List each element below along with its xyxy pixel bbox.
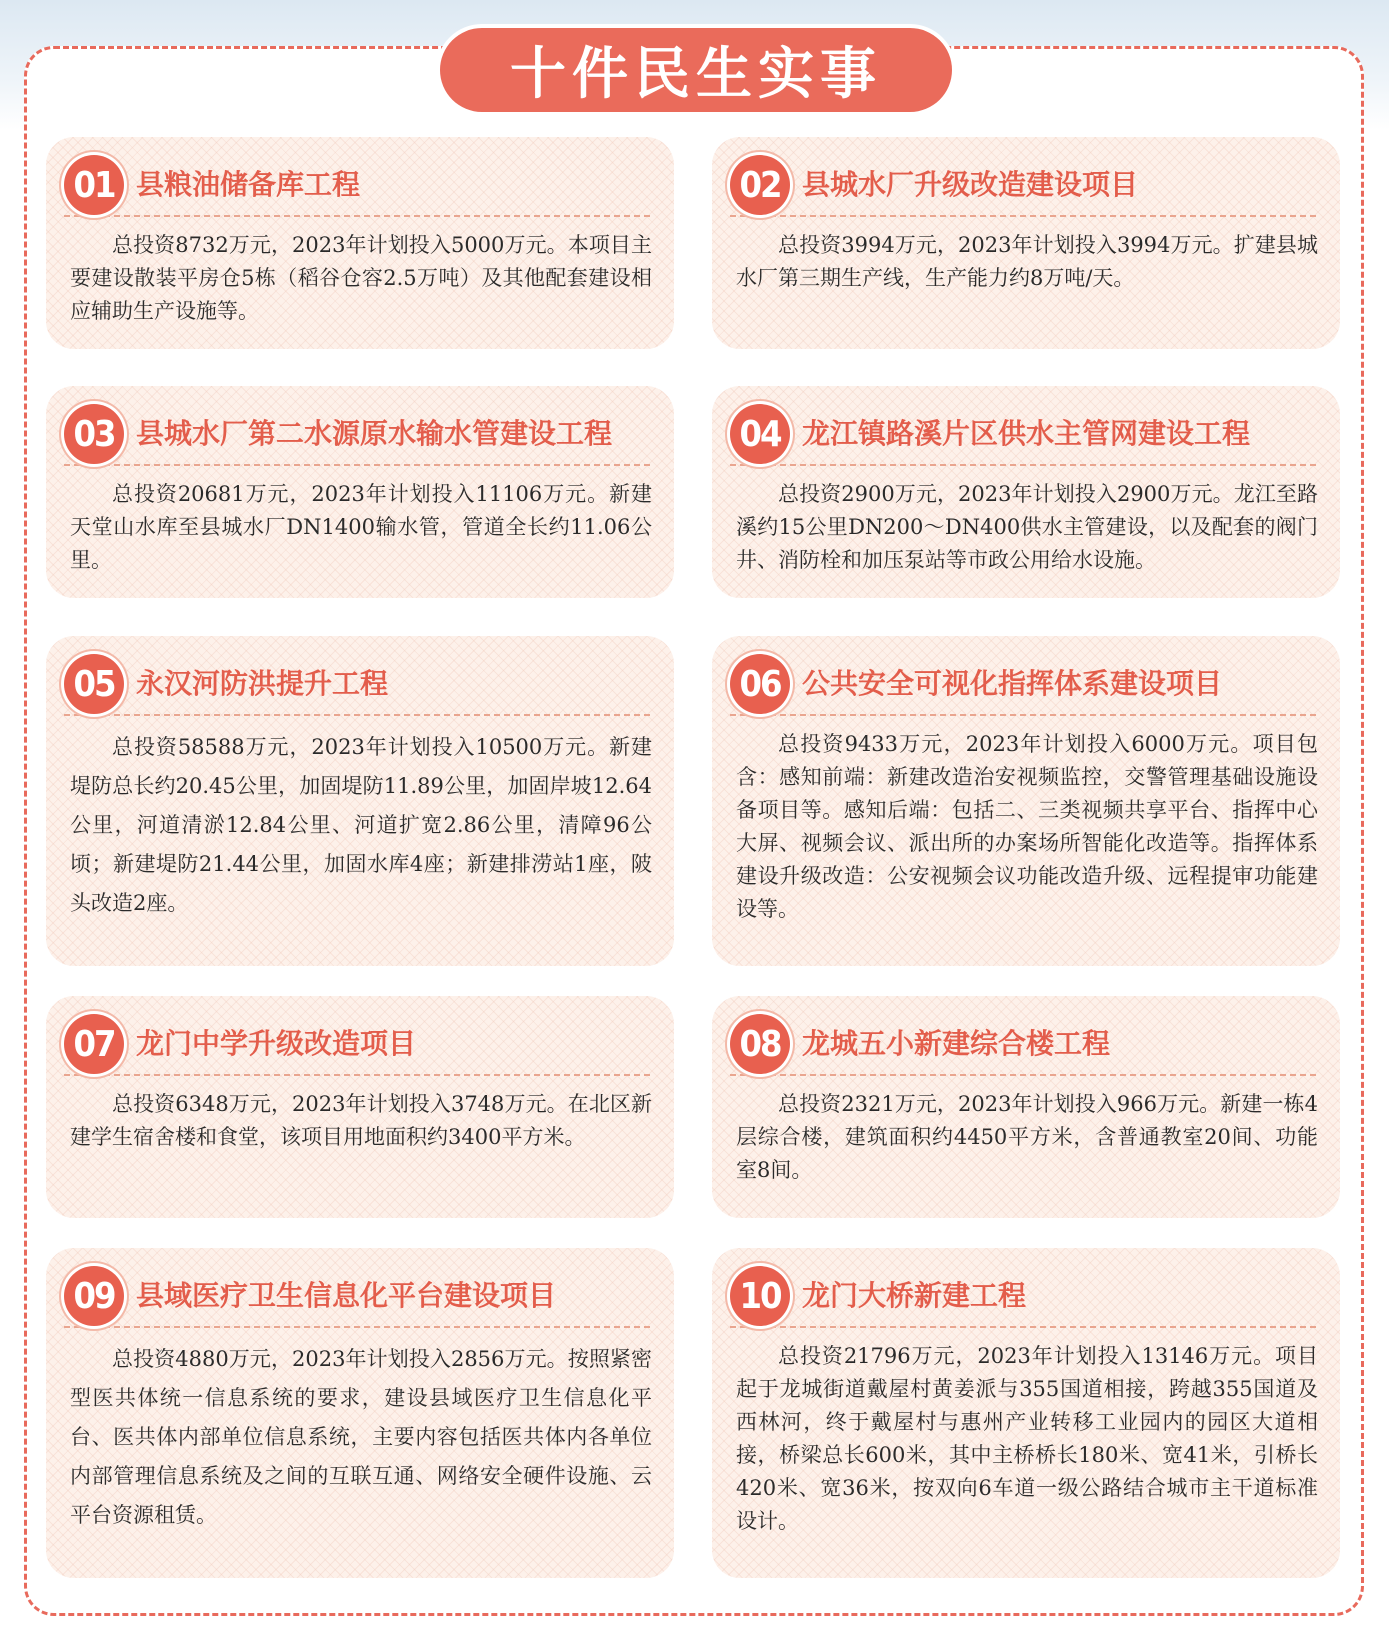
number-badge: 04 bbox=[730, 404, 790, 464]
card-title: 县城水厂第二水源原水输水管建设工程 bbox=[136, 417, 613, 450]
project-card-04 bbox=[712, 386, 1340, 598]
number-badge: 05 bbox=[64, 654, 124, 714]
number-badge: 02 bbox=[730, 155, 790, 215]
card-header bbox=[730, 400, 1316, 466]
project-card-07 bbox=[46, 996, 674, 1218]
card-body: 总投资2321万元，2023年计划投入966万元。新建一栋4层综合楼，建筑面积约4450平方米，含普通教室20间、功能室8间。 bbox=[736, 1092, 1318, 1182]
number-badge: 07 bbox=[64, 1014, 124, 1074]
card-title: 永汉河防洪提升工程 bbox=[136, 667, 389, 700]
card-header bbox=[64, 400, 650, 466]
card-body: 总投资2900万元，2023年计划投入2900万元。龙江至路溪约15公里DN200～DN400供水主管建设，以及配套的阀门井、消防栓和加压泵站等市政公用给水设施。 bbox=[736, 482, 1318, 572]
card-body: 总投资3994万元，2023年计划投入3994万元。扩建县城水厂第三期生产线，生产能力约8万吨/天。 bbox=[736, 233, 1318, 290]
number-badge: 08 bbox=[730, 1014, 790, 1074]
card-header bbox=[64, 650, 650, 716]
card-title: 县粮油储备库工程 bbox=[136, 168, 361, 201]
project-card-05 bbox=[46, 636, 674, 966]
number-badge: 06 bbox=[730, 654, 790, 714]
card-title: 龙江镇路溪片区供水主管网建设工程 bbox=[802, 417, 1251, 450]
project-card-10 bbox=[712, 1248, 1340, 1578]
number-badge: 01 bbox=[64, 155, 124, 215]
card-header bbox=[64, 151, 650, 217]
number-badge: 09 bbox=[64, 1266, 124, 1326]
card-body: 总投资8732万元，2023年计划投入5000万元。本项目主要建设散装平房仓5栋（稻谷仓容2.5万吨）及其他配套建设相应辅助生产设施等。 bbox=[70, 233, 652, 323]
card-title: 龙门大桥新建工程 bbox=[802, 1279, 1027, 1312]
card-body: 总投资20681万元，2023年计划投入11106万元。新建天堂山水库至县城水厂DN1400输水管，管道全长约11.06公里。 bbox=[70, 482, 652, 572]
card-header bbox=[730, 1010, 1316, 1076]
page-title: 十件民生实事 bbox=[510, 42, 882, 107]
number-badge: 10 bbox=[730, 1266, 790, 1326]
page-title-banner bbox=[440, 28, 952, 112]
project-card-06 bbox=[712, 636, 1340, 966]
card-header bbox=[730, 650, 1316, 716]
card-body: 总投资4880万元，2023年计划投入2856万元。按照紧密型医共体统一信息系统的要求，建设县域医疗卫生信息化平台、医共体内部单位信息系统，主要内容包括医共体内各单位内部管理信息系统及之间的互联互通、网络安全硬件设施、云平台资源租赁。 bbox=[70, 1347, 652, 1527]
project-card-01 bbox=[46, 137, 674, 349]
card-body: 总投资6348万元，2023年计划投入3748万元。在北区新建学生宿舍楼和食堂，该项目用地面积约3400平方米。 bbox=[70, 1092, 652, 1149]
card-body: 总投资58588万元，2023年计划投入10500万元。新建堤防总长约20.45公里，加固堤防11.89公里，加固岸坡12.64公里，河道清淤12.84公里、河道扩宽2.86公里，清障96公顷；新建堤防21.44公里，加固水库4座；新建排涝站1座，陂头改造2座。 bbox=[70, 735, 652, 915]
card-header bbox=[64, 1262, 650, 1328]
card-body: 总投资9433万元，2023年计划投入6000万元。项目包含：感知前端：新建改造治安视频监控，交警管理基础设施设备项目等。感知后端：包括二、三类视频共享平台、指挥中心大屏、视频会议、派出所的办案场所智能化改造等。指挥体系建设升级改造：公安视频会议功能改造升级、远程提审功能建设等。 bbox=[736, 732, 1318, 921]
card-header bbox=[730, 1262, 1316, 1328]
project-card-08 bbox=[712, 996, 1340, 1218]
card-body: 总投资21796万元，2023年计划投入13146万元。项目起于龙城街道戴屋村黄姜派与355国道相接，跨越355国道及西林河，终于戴屋村与惠州产业转移工业园内的园区大道相接，桥梁总长600米，其中主桥桥长180米、宽41米，引桥长420米、宽36米，按双向6车道一级公路结合城市主干道标准设计。 bbox=[736, 1344, 1318, 1533]
card-title: 龙门中学升级改造项目 bbox=[136, 1027, 417, 1060]
card-title: 县域医疗卫生信息化平台建设项目 bbox=[136, 1279, 557, 1312]
project-card-09 bbox=[46, 1248, 674, 1578]
card-header bbox=[730, 151, 1316, 217]
project-card-03 bbox=[46, 386, 674, 598]
number-badge: 03 bbox=[64, 404, 124, 464]
card-title: 龙城五小新建综合楼工程 bbox=[802, 1027, 1111, 1060]
card-title: 公共安全可视化指挥体系建设项目 bbox=[802, 667, 1223, 700]
card-header bbox=[64, 1010, 650, 1076]
project-card-02 bbox=[712, 137, 1340, 349]
card-title: 县城水厂升级改造建设项目 bbox=[802, 168, 1139, 201]
